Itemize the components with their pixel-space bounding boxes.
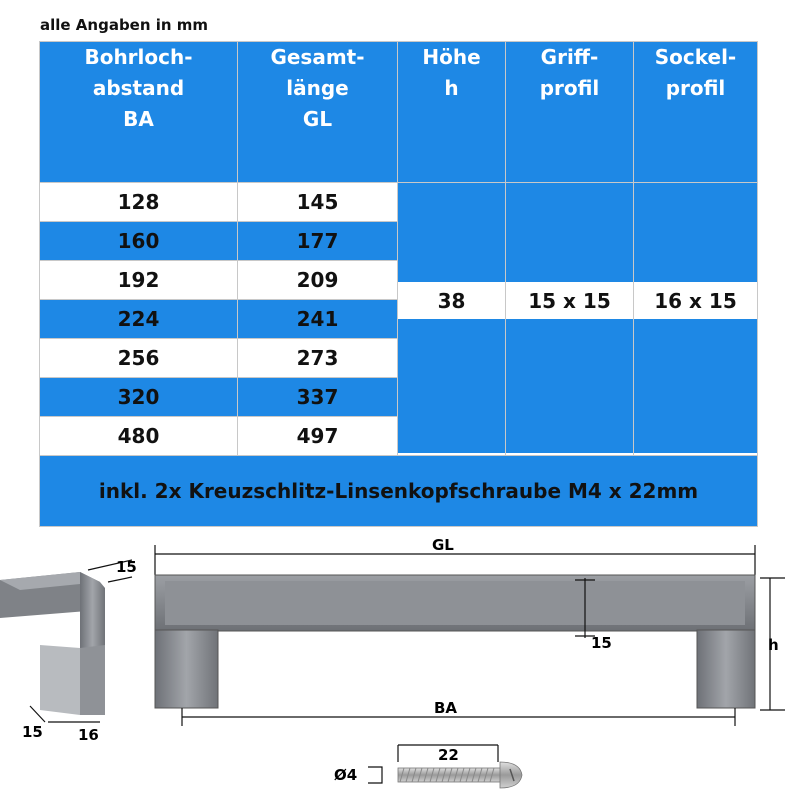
header-ba-line1: Bohrloch- — [84, 45, 193, 69]
ba-cell: 224 — [40, 300, 238, 339]
hoehe-value: 38 — [398, 282, 505, 319]
units-note: alle Angaben in mm — [40, 16, 209, 34]
detail-top-label: 15 — [116, 558, 137, 576]
header-gl-line2: länge — [286, 76, 349, 100]
gl-cell: 273 — [238, 339, 398, 378]
header-ba — [40, 42, 238, 183]
header-gl-line3: GL — [302, 107, 333, 131]
profile-label: 15 — [591, 634, 612, 652]
ba-cell: 256 — [40, 339, 238, 378]
sockelprofil-value: 16 x 15 — [634, 282, 757, 319]
header-hoehe — [398, 42, 506, 183]
ba-label: BA — [434, 699, 458, 717]
header-ba-line2: abstand — [92, 76, 185, 100]
gl-cell: 241 — [238, 300, 398, 339]
header-gl — [238, 42, 398, 183]
detail-bottom-label: 16 — [78, 726, 99, 744]
header-ba-line3: BA — [123, 107, 154, 131]
header-sockelprofil — [634, 42, 758, 183]
gl-cell: 145 — [238, 183, 398, 222]
ba-cell: 128 — [40, 183, 238, 222]
screw-icon — [398, 762, 522, 788]
gl-label: GL — [432, 536, 454, 554]
griffprofil-column — [506, 183, 634, 456]
header-hoehe-line2: h — [444, 76, 459, 100]
handle-side-view — [155, 575, 755, 708]
header-griffprofil — [506, 42, 634, 183]
header-gl-line1: Gesamt- — [270, 45, 365, 69]
spec-table — [39, 41, 758, 527]
gl-cell: 337 — [238, 378, 398, 417]
h-label: h — [768, 636, 779, 654]
griffprofil-value: 15 x 15 — [506, 282, 633, 319]
gl-cell: 497 — [238, 417, 398, 456]
detail-left-label: 15 — [22, 723, 43, 741]
screw-diameter-label: Ø4 — [334, 766, 358, 784]
sockelprofil-column — [634, 183, 758, 456]
gl-cell: 177 — [238, 222, 398, 261]
gl-cell: 209 — [238, 261, 398, 300]
table-row — [40, 183, 758, 222]
profile-detail — [0, 560, 132, 722]
ba-cell: 160 — [40, 222, 238, 261]
header-sockel-line1: Sockel- — [654, 45, 737, 69]
header-griff-line2: profil — [539, 76, 600, 100]
handle-drawing — [0, 530, 800, 800]
screw-footer: inkl. 2x Kreuzschlitz-Linsenkopfschraube M4 x 22mm — [40, 456, 758, 527]
ba-cell: 320 — [40, 378, 238, 417]
ba-cell: 480 — [40, 417, 238, 456]
hoehe-column — [398, 183, 506, 456]
header-griff-line1: Griff- — [540, 45, 599, 69]
ba-cell: 192 — [40, 261, 238, 300]
screw-length-label: 22 — [438, 746, 459, 764]
header-sockel-line2: profil — [665, 76, 726, 100]
header-hoehe-line1: Höhe — [422, 45, 481, 69]
